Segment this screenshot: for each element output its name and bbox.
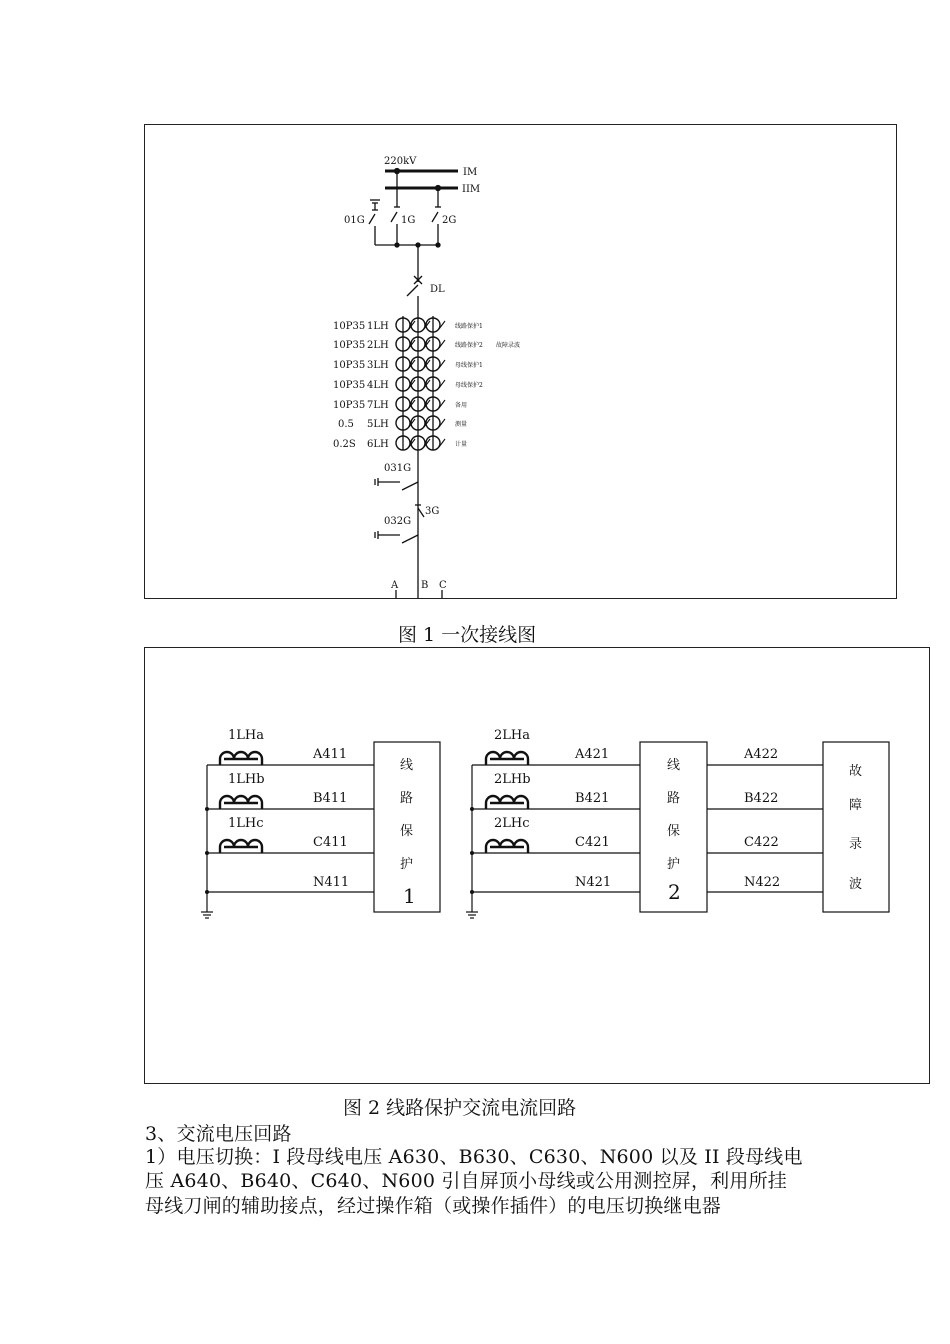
ct-name: 2LH: [367, 340, 389, 351]
ct-note: 线路保护2: [455, 342, 483, 349]
fig1-sw-2g: 2G: [442, 215, 457, 226]
ct-name: 1LH: [367, 321, 389, 332]
fig1-bus2: IIM: [462, 184, 481, 195]
figure2-caption: 图 2 线路保护交流电流回路: [343, 1097, 577, 1119]
ct-name: 3LH: [367, 360, 389, 371]
fig1-phase-b: B: [421, 580, 429, 591]
ct-label: 2LHa: [494, 728, 530, 743]
box1-char: 线: [400, 758, 414, 773]
ct-note: 母线保护1: [455, 362, 483, 369]
box3-char: 录: [849, 837, 863, 852]
box1-char: 路: [400, 791, 414, 806]
fig1-breaker: DL: [430, 284, 445, 295]
ct-class: 10P35: [333, 321, 366, 332]
fig1-phase-c: C: [439, 580, 447, 591]
wire-label: B411: [313, 791, 348, 806]
ct-class: 10P35: [333, 400, 366, 411]
wire-label: C422: [744, 835, 779, 850]
ct-note: 测量: [455, 421, 468, 428]
ct-class: 10P35: [333, 340, 366, 351]
box2-char: 线: [667, 758, 681, 773]
wire-label: N421: [575, 875, 612, 890]
paragraph-line: 压 A640、B640、C640、N600 引自屏顶小母线或公用测控屏，利用所挂: [145, 1170, 787, 1192]
fig1-side-note: 故障录波: [496, 342, 521, 349]
box2-char: 路: [667, 791, 681, 806]
wire-label: B422: [744, 791, 779, 806]
box2-char: 保: [667, 824, 681, 839]
box1-char: 护: [400, 857, 414, 872]
fig1-bus1: IM: [463, 167, 478, 178]
section-heading: 3、交流电压回路: [145, 1123, 292, 1145]
ct-label: 1LHb: [228, 772, 265, 787]
ct-label: 1LHc: [228, 816, 264, 831]
fig1-sw-032g: 032G: [384, 516, 412, 527]
fig1-sw-031g: 031G: [384, 463, 412, 474]
wire-label: C421: [575, 835, 610, 850]
ct-name: 6LH: [367, 439, 389, 450]
paragraph-line: 1）电压切换：I 段母线电压 A630、B630、C630、N600 以及 II 段母线电: [145, 1146, 803, 1168]
ct-name: 5LH: [367, 419, 389, 430]
fig1-voltage: 220kV: [384, 156, 417, 167]
ct-note: 计量: [455, 441, 468, 448]
box3-char: 故: [849, 764, 863, 779]
wire-label: B421: [575, 791, 610, 806]
ct-name: 4LH: [367, 380, 389, 391]
box2-char: 护: [667, 857, 681, 872]
ct-class: 10P35: [333, 360, 366, 371]
ct-label: 2LHb: [494, 772, 531, 787]
paragraph-line: 母线刀闸的辅助接点，经过操作箱（或操作插件）的电压切换继电器: [145, 1195, 722, 1217]
wire-label: A411: [313, 747, 348, 762]
fig1-phase-a: A: [391, 580, 399, 591]
ct-class: 0.2S: [333, 439, 356, 450]
ct-note: 母线保护2: [455, 382, 483, 389]
figure1-caption: 图 1 一次接线图: [398, 624, 537, 646]
box1-number: 1: [403, 884, 416, 908]
box3-char: 障: [849, 798, 863, 813]
fig1-sw-01g: 01G: [344, 215, 365, 226]
fig1-sw-1g: 1G: [401, 215, 416, 226]
wire-label: A422: [744, 747, 779, 762]
ct-note: 线路保护1: [455, 323, 483, 330]
box2-number: 2: [668, 880, 681, 904]
wire-label: N422: [744, 875, 781, 890]
ct-class: 10P35: [333, 380, 366, 391]
wire-label: N411: [313, 875, 350, 890]
ct-class: 0.5: [338, 419, 354, 430]
box3-char: 波: [849, 877, 863, 892]
ct-name: 7LH: [367, 400, 389, 411]
wire-label: C411: [313, 835, 348, 850]
fig1-sw-3g: 3G: [425, 506, 440, 517]
ct-label: 2LHc: [494, 816, 530, 831]
ct-note: 备用: [455, 402, 468, 409]
box1-char: 保: [400, 824, 414, 839]
ct-label: 1LHa: [228, 728, 264, 743]
wire-label: A421: [575, 747, 610, 762]
